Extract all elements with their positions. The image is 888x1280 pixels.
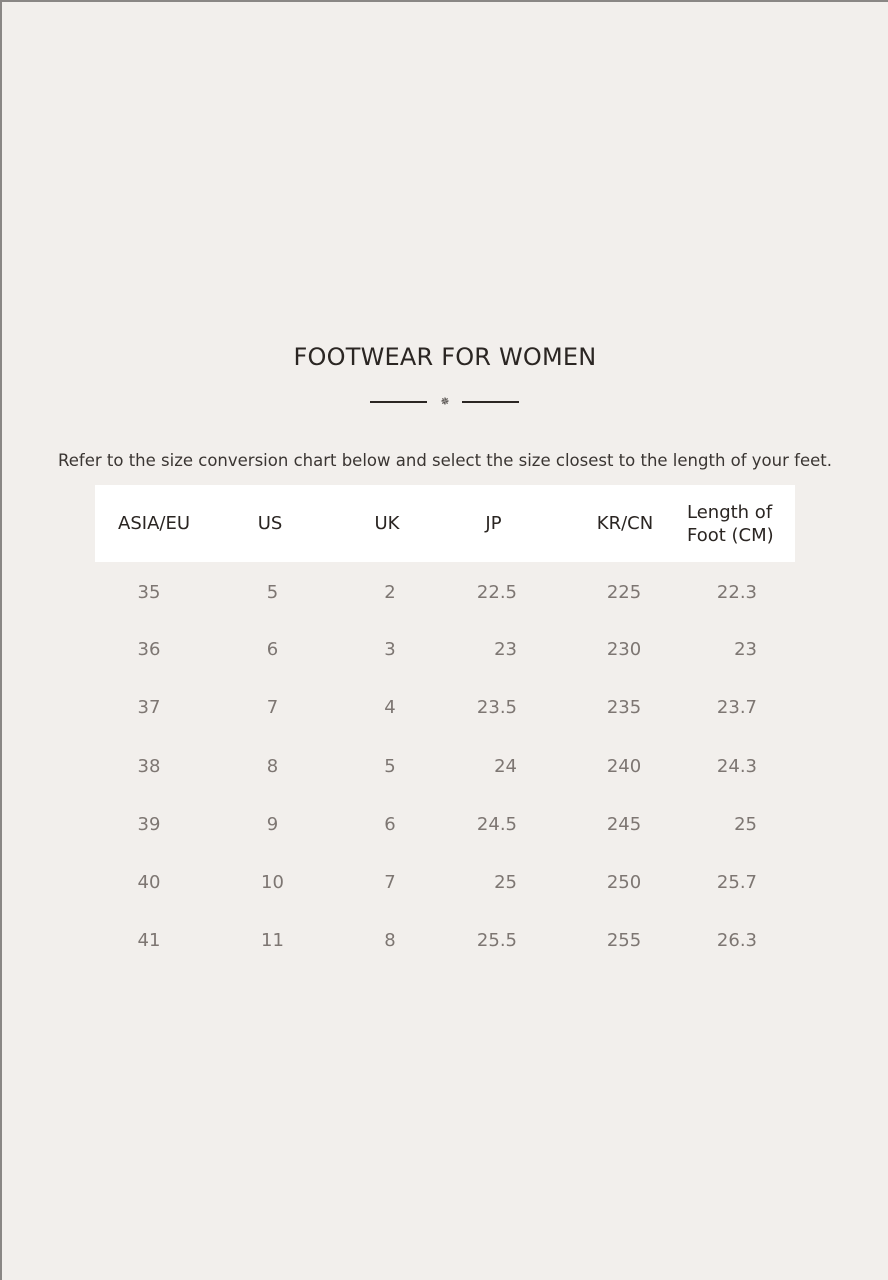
cell-asia-eu: 40 [137,872,161,894]
cell-jp: 22.5 [476,581,517,603]
cell-us: 7 [266,697,279,719]
cell-asia-eu: 38 [137,755,161,777]
cell-foot-length: 26.3 [716,930,757,952]
cell-kr-cn: 235 [606,697,642,719]
title-divider [370,394,520,410]
cell-asia-eu: 35 [137,581,161,603]
header-foot-length-line1: Length of [687,501,773,523]
table-row [95,737,795,795]
table-row [95,562,795,620]
header-kr-cn: KR/CN [596,513,654,534]
cell-foot-length: 23.7 [716,697,757,719]
table-header-row [95,485,795,562]
intro-text: Refer to the size conversion chart below and select the size closest to the length of your feet. [58,451,832,470]
cell-foot-length: 23 [734,638,757,660]
size-conversion-table [95,485,795,970]
cell-kr-cn: 230 [606,638,642,660]
header-foot-length [680,485,795,562]
cell-asia-eu: 37 [137,697,161,719]
cell-foot-length: 22.3 [716,581,757,603]
cell-foot-length: 25.7 [716,872,757,894]
cell-us: 9 [266,813,279,835]
ornament-icon: ✵ [440,395,450,408]
cell-us: 10 [261,872,284,894]
cell-jp: 24 [494,755,517,777]
cell-jp: 23 [494,638,517,660]
table-row [95,620,795,678]
cell-us: 5 [266,581,279,603]
table-body [95,562,795,970]
header-us: US [257,513,283,534]
cell-uk: 6 [384,813,396,835]
cell-kr-cn: 255 [606,930,642,952]
cell-kr-cn: 245 [606,813,642,835]
page-title: FOOTWEAR FOR WOMEN [293,343,597,371]
header-asia-eu: ASIA/EU [118,513,190,534]
cell-asia-eu: 41 [137,930,161,952]
cell-uk: 3 [384,638,396,660]
cell-uk: 4 [384,697,396,719]
cell-jp: 23.5 [476,697,517,719]
header-uk: UK [374,513,400,534]
cell-asia-eu: 36 [137,638,161,660]
divider-line-right [462,401,519,403]
cell-asia-eu: 39 [137,813,161,835]
table-row [95,912,795,970]
cell-us: 6 [266,638,279,660]
table-row [95,795,795,853]
cell-us: 8 [266,755,279,777]
header-foot-length-line2: Foot (CM) [687,524,774,546]
cell-kr-cn: 250 [606,872,642,894]
cell-jp: 24.5 [476,813,517,835]
cell-foot-length: 24.3 [716,755,757,777]
divider-line-left [370,401,427,403]
cell-uk: 7 [384,872,396,894]
cell-uk: 8 [384,930,396,952]
cell-jp: 25.5 [476,930,517,952]
cell-uk: 2 [384,581,396,603]
cell-us: 11 [261,930,284,952]
cell-kr-cn: 240 [606,755,642,777]
cell-uk: 5 [384,755,396,777]
table-row [95,679,795,737]
header-jp: JP [485,513,502,534]
table-row [95,853,795,911]
cell-foot-length: 25 [734,813,757,835]
cell-jp: 25 [494,872,517,894]
cell-kr-cn: 225 [606,581,642,603]
